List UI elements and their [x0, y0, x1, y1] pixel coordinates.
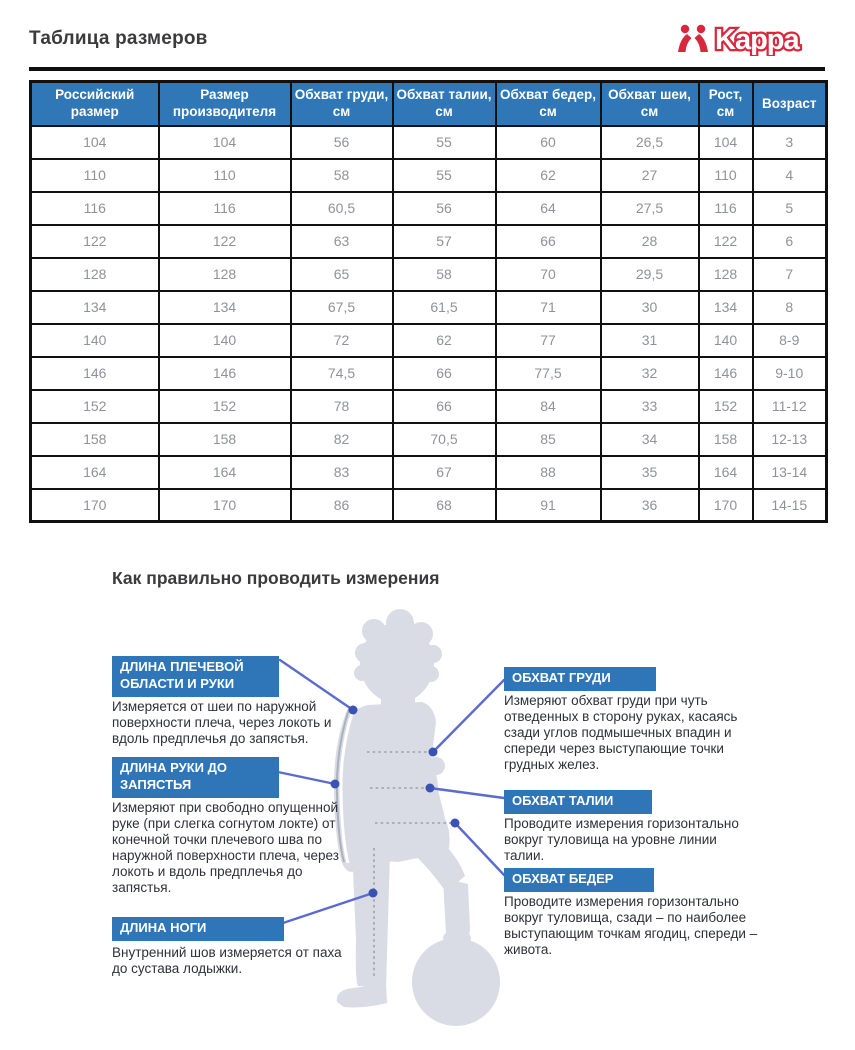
size-cell: 66	[393, 390, 496, 423]
size-cell: 152	[699, 390, 753, 423]
size-cell: 116	[31, 192, 159, 225]
size-cell: 84	[496, 390, 601, 423]
measure-heading: Как правильно проводить измерения	[112, 568, 440, 588]
size-cell: 64	[496, 192, 601, 225]
size-cell: 66	[496, 225, 601, 258]
size-cell: 26,5	[601, 126, 699, 159]
desc-leg-length: Внутренний шов измеряется от паха до сустава лодыжки.	[112, 945, 342, 976]
table-header-row	[31, 82, 827, 126]
table-row	[31, 423, 827, 456]
column-header: Рост, см	[699, 82, 753, 126]
size-cell: 164	[31, 456, 159, 489]
size-cell: 104	[31, 126, 159, 159]
kappa-omini-icon	[678, 25, 708, 52]
desc-chest-girth: Измеряют обхват груди при чуть отведенных в сторону руках, касаясь сзади углов подмышечных впадин и спереди через выступающие точки грудных желез.	[504, 693, 738, 772]
size-cell: 36	[601, 489, 699, 522]
size-cell: 116	[159, 192, 291, 225]
column-header: Обхват груди, см	[291, 82, 393, 126]
divider-rule	[29, 67, 825, 71]
size-cell: 134	[159, 291, 291, 324]
label-shoulder-arm-length: ДЛИНА ПЛЕЧЕВОЙ ОБЛАСТИ И РУКИ	[112, 656, 279, 697]
desc-hip-girth: Проводите измерения горизонтально вокруг туловища, сзади – по наиболее выступающим точкам ягодиц, спереди – живота.	[504, 894, 758, 957]
size-cell: 3	[753, 126, 827, 159]
size-cell: 33	[601, 390, 699, 423]
size-cell: 140	[31, 324, 159, 357]
size-table-body	[31, 126, 827, 522]
size-cell: 77,5	[496, 357, 601, 390]
size-cell: 110	[159, 159, 291, 192]
size-cell: 146	[699, 357, 753, 390]
size-cell: 60	[496, 126, 601, 159]
size-cell: 55	[393, 159, 496, 192]
size-cell: 128	[699, 258, 753, 291]
size-cell: 29,5	[601, 258, 699, 291]
size-cell: 61,5	[393, 291, 496, 324]
size-cell: 104	[699, 126, 753, 159]
table-row	[31, 324, 827, 357]
size-cell: 83	[291, 456, 393, 489]
desc-waist-girth: Проводите измерения горизонтально вокруг туловища на уровне линии талии.	[504, 816, 739, 863]
size-cell: 8	[753, 291, 827, 324]
size-cell: 71	[496, 291, 601, 324]
size-cell: 57	[393, 225, 496, 258]
table-row	[31, 159, 827, 192]
size-cell: 9-10	[753, 357, 827, 390]
table-row	[31, 456, 827, 489]
table-row	[31, 225, 827, 258]
size-cell: 56	[291, 126, 393, 159]
label-arm-to-wrist-length: ДЛИНА РУКИ ДО ЗАПЯСТЬЯ	[112, 757, 279, 798]
size-cell: 60,5	[291, 192, 393, 225]
label-chest-girth: ОБХВАТ ГРУДИ	[504, 667, 656, 691]
size-cell: 62	[393, 324, 496, 357]
size-cell: 8-9	[753, 324, 827, 357]
size-cell: 122	[31, 225, 159, 258]
size-cell: 91	[496, 489, 601, 522]
size-cell: 68	[393, 489, 496, 522]
size-cell: 170	[699, 489, 753, 522]
table-row	[31, 357, 827, 390]
table-row	[31, 489, 827, 522]
size-cell: 140	[699, 324, 753, 357]
size-cell: 32	[601, 357, 699, 390]
size-cell: 67	[393, 456, 496, 489]
size-cell: 63	[291, 225, 393, 258]
table-row	[31, 291, 827, 324]
size-cell: 122	[699, 225, 753, 258]
size-cell: 12-13	[753, 423, 827, 456]
size-cell: 74,5	[291, 357, 393, 390]
size-cell: 104	[159, 126, 291, 159]
size-cell: 146	[31, 357, 159, 390]
size-cell: 158	[159, 423, 291, 456]
size-cell: 158	[699, 423, 753, 456]
size-cell: 27,5	[601, 192, 699, 225]
column-header: Обхват талии, см	[393, 82, 496, 126]
kappa-wordmark: Kappa	[715, 24, 799, 56]
size-cell: 134	[31, 291, 159, 324]
desc-arm-to-wrist-length: Измеряют при свободно опущенной руке (при слегка согнутом локте) от конечной точки плечевого шва по наружной поверхности плеча, через локоть и вдоль предплечья до запястья.	[112, 800, 339, 895]
table-row	[31, 390, 827, 423]
size-cell: 77	[496, 324, 601, 357]
size-cell: 58	[393, 258, 496, 291]
size-cell: 5	[753, 192, 827, 225]
size-cell: 34	[601, 423, 699, 456]
size-cell: 110	[699, 159, 753, 192]
table-row	[31, 192, 827, 225]
connector-waist	[430, 788, 504, 798]
size-cell: 4	[753, 159, 827, 192]
size-cell: 128	[31, 258, 159, 291]
connector-hip	[455, 823, 504, 875]
size-cell: 13-14	[753, 456, 827, 489]
page-title: Таблица размеров	[29, 28, 208, 49]
size-cell: 152	[159, 390, 291, 423]
size-cell: 170	[31, 489, 159, 522]
size-cell: 158	[31, 423, 159, 456]
column-header: Обхват шеи, см	[601, 82, 699, 126]
size-cell: 62	[496, 159, 601, 192]
size-cell: 65	[291, 258, 393, 291]
size-cell: 152	[31, 390, 159, 423]
desc-shoulder-arm-length: Измеряется от шеи по наружной поверхности плеча, через локоть и вдоль предплечья до запястья.	[112, 699, 332, 746]
size-cell: 72	[291, 324, 393, 357]
size-cell: 31	[601, 324, 699, 357]
size-cell: 86	[291, 489, 393, 522]
size-cell: 27	[601, 159, 699, 192]
column-header: Размер производителя	[159, 82, 291, 126]
label-waist-girth: ОБХВАТ ТАЛИИ	[504, 790, 652, 814]
size-cell: 164	[159, 456, 291, 489]
size-cell: 55	[393, 126, 496, 159]
size-cell: 6	[753, 225, 827, 258]
label-leg-length: ДЛИНА НОГИ	[112, 917, 284, 941]
size-cell: 11-12	[753, 390, 827, 423]
size-cell: 140	[159, 324, 291, 357]
size-cell: 170	[159, 489, 291, 522]
table-row	[31, 126, 827, 159]
column-header: Возраст	[753, 82, 827, 126]
size-cell: 7	[753, 258, 827, 291]
column-header: Обхват бедер, см	[496, 82, 601, 126]
size-cell: 78	[291, 390, 393, 423]
kappa-logo	[675, 18, 827, 56]
size-cell: 88	[496, 456, 601, 489]
size-cell: 67,5	[291, 291, 393, 324]
size-cell: 28	[601, 225, 699, 258]
size-cell: 35	[601, 456, 699, 489]
size-cell: 56	[393, 192, 496, 225]
size-table	[29, 80, 828, 523]
size-cell: 58	[291, 159, 393, 192]
size-cell: 85	[496, 423, 601, 456]
size-cell: 110	[31, 159, 159, 192]
size-cell: 122	[159, 225, 291, 258]
table-row	[31, 258, 827, 291]
size-cell: 134	[699, 291, 753, 324]
connector-arm	[278, 772, 335, 784]
size-cell: 70	[496, 258, 601, 291]
size-cell: 164	[699, 456, 753, 489]
size-cell: 66	[393, 357, 496, 390]
size-cell: 70,5	[393, 423, 496, 456]
connector-chest	[433, 680, 504, 752]
label-hip-girth: ОБХВАТ БЕДЕР	[504, 868, 654, 892]
size-cell: 30	[601, 291, 699, 324]
ball-shape	[412, 938, 500, 1026]
size-cell: 128	[159, 258, 291, 291]
size-cell: 146	[159, 357, 291, 390]
size-cell: 116	[699, 192, 753, 225]
column-header: Российский размер	[31, 82, 159, 126]
size-cell: 14-15	[753, 489, 827, 522]
size-cell: 82	[291, 423, 393, 456]
